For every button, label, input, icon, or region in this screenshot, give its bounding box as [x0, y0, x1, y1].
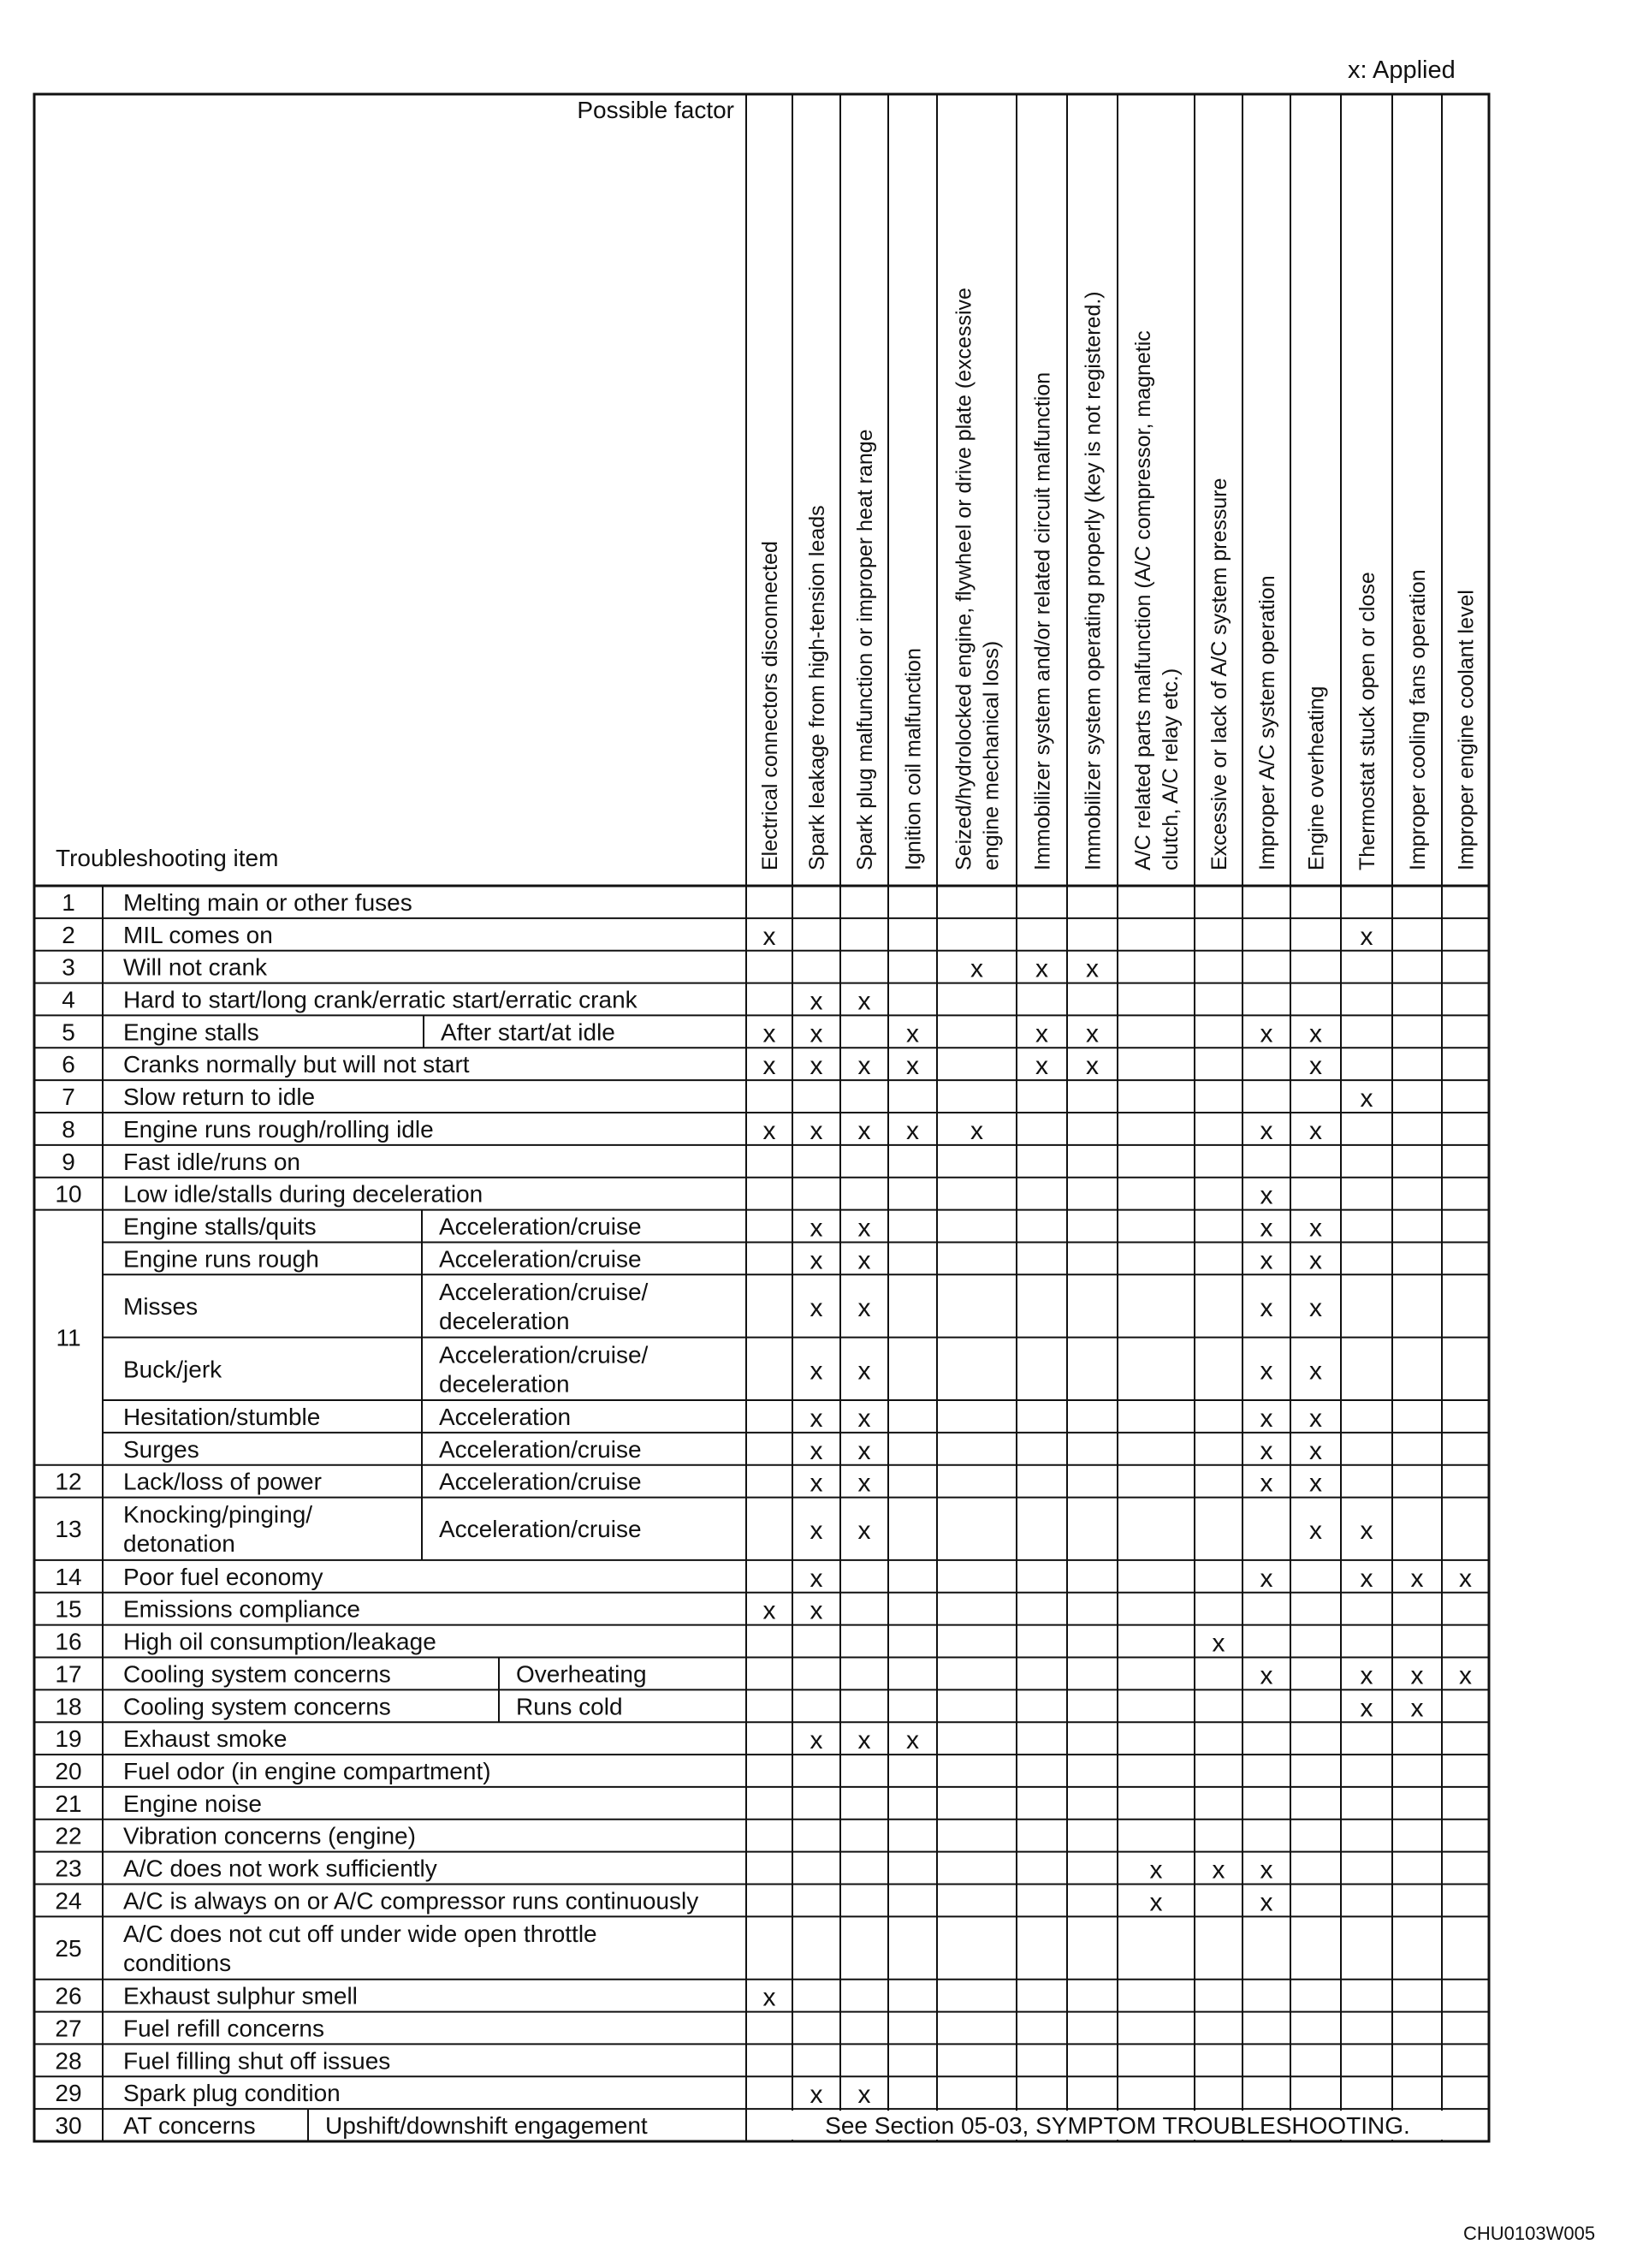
applied-mark: x	[857, 1116, 871, 1145]
factor-label: clutch, A/C relay etc.)	[1159, 668, 1183, 870]
header-troubleshooting-item: Troubleshooting item	[56, 845, 279, 871]
applied-mark: x	[906, 1019, 919, 1048]
factor-label: Improper engine coolant level	[1454, 590, 1479, 870]
troubleshooting-item: Hard to start/long crank/erratic start/erratic crank	[123, 986, 638, 1013]
condition-text: Acceleration/cruise	[439, 1468, 642, 1495]
factor-label: Immobilizer system and/or related circuit malfunction	[1030, 371, 1055, 870]
condition-text: deceleration	[439, 1370, 570, 1398]
row-number: 19	[55, 1725, 82, 1753]
troubleshooting-item: Fuel filling shut off issues	[123, 2047, 391, 2075]
condition-text: Upshift/downshift engagement	[325, 2112, 648, 2140]
applied-mark: x	[1260, 1404, 1273, 1433]
row-number: 25	[55, 1935, 82, 1962]
applied-mark: x	[810, 987, 823, 1016]
section-reference-note: See Section 05-03, SYMPTOM TROUBLESHOOTING.	[825, 2112, 1410, 2140]
applied-mark: x	[810, 1052, 823, 1081]
row-number: 2	[62, 921, 75, 948]
applied-mark: x	[857, 1246, 871, 1275]
condition-text: After start/at idle	[441, 1018, 615, 1046]
troubleshooting-item: Hesitation/stumble	[123, 1403, 321, 1430]
troubleshooting-item: Buck/jerk	[123, 1356, 222, 1383]
troubleshooting-item: Lack/loss of power	[123, 1468, 322, 1495]
troubleshooting-item: Will not crank	[123, 953, 268, 981]
applied-mark: x	[1309, 1404, 1322, 1433]
applied-mark: x	[1260, 1661, 1273, 1690]
row-number: 9	[62, 1148, 75, 1175]
row-number: 5	[62, 1018, 75, 1046]
applied-mark: x	[762, 1019, 776, 1048]
row-number: 20	[55, 1757, 82, 1784]
row-number: 10	[55, 1180, 82, 1208]
applied-mark: x	[810, 1436, 823, 1465]
applied-mark: x	[1309, 1052, 1322, 1081]
applied-mark: x	[1309, 1116, 1322, 1145]
troubleshooting-item: A/C does not work sufficiently	[123, 1855, 437, 1882]
row-number: 23	[55, 1855, 82, 1882]
condition-text: Runs cold	[516, 1693, 623, 1720]
troubleshooting-item: detonation	[123, 1530, 235, 1558]
applied-mark: x	[857, 1404, 871, 1433]
applied-mark: x	[1309, 1214, 1322, 1243]
applied-mark: x	[1212, 1855, 1225, 1885]
applied-mark: x	[762, 922, 776, 951]
applied-mark: x	[1149, 1888, 1163, 1917]
applied-mark: x	[1309, 1517, 1322, 1546]
applied-mark: x	[857, 1436, 871, 1465]
troubleshooting-item: Spark plug condition	[123, 2080, 341, 2107]
applied-mark: x	[810, 2081, 823, 2110]
applied-mark: x	[1459, 1564, 1472, 1593]
applied-mark: x	[1035, 954, 1048, 983]
row-number: 12	[55, 1468, 82, 1495]
row-number: 26	[55, 1982, 82, 2010]
applied-mark: x	[1260, 1181, 1273, 1210]
applied-mark: x	[857, 1293, 871, 1322]
condition-text: Acceleration/cruise/	[439, 1341, 649, 1369]
factor-label: Spark plug malfunction or improper heat range	[853, 429, 877, 870]
applied-mark: x	[1260, 1469, 1273, 1498]
condition-text: Acceleration/cruise	[439, 1245, 642, 1273]
row-number: 1	[62, 888, 75, 916]
applied-mark: x	[1212, 1629, 1225, 1658]
troubleshooting-item: Emissions compliance	[123, 1595, 360, 1623]
applied-mark: x	[1260, 1564, 1273, 1593]
factor-label: Thermostat stuck open or close	[1355, 572, 1379, 870]
factor-label: Improper cooling fans operation	[1406, 569, 1430, 870]
applied-mark: x	[762, 1116, 776, 1145]
applied-mark: x	[1035, 1019, 1048, 1048]
row-number: 21	[55, 1790, 82, 1817]
troubleshooting-item: A/C does not cut off under wide open throttle	[123, 1921, 597, 1948]
applied-mark: x	[1260, 1357, 1273, 1386]
row-number: 22	[55, 1822, 82, 1849]
applied-mark: x	[1260, 1246, 1273, 1275]
factor-label: Spark leakage from high-tension leads	[805, 505, 829, 870]
applied-mark: x	[1410, 1564, 1424, 1593]
applied-mark: x	[1360, 1661, 1373, 1690]
troubleshooting-item: Engine runs rough/rolling idle	[123, 1115, 434, 1143]
figure-id: CHU0103W005	[1463, 2223, 1596, 2244]
row-number: 8	[62, 1115, 75, 1143]
troubleshooting-item: Low idle/stalls during deceleration	[123, 1180, 483, 1208]
troubleshooting-item: Engine runs rough	[123, 1245, 319, 1273]
applied-mark: x	[762, 1983, 776, 2012]
applied-mark: x	[810, 1404, 823, 1433]
condition-text: Acceleration/cruise	[439, 1435, 642, 1463]
applied-mark: x	[906, 1726, 919, 1755]
applied-mark: x	[1149, 1855, 1163, 1885]
troubleshooting-item: Exhaust smoke	[123, 1725, 288, 1753]
applied-mark: x	[1086, 1052, 1099, 1081]
applied-mark: x	[857, 987, 871, 1016]
applied-mark: x	[1360, 1694, 1373, 1723]
factor-label: A/C related parts malfunction (A/C compressor, magnetic	[1131, 330, 1155, 870]
header-possible-factor: Possible factor	[577, 97, 734, 123]
factor-label: engine mechanical loss)	[979, 640, 1004, 870]
row-number: 27	[55, 2015, 82, 2042]
applied-mark: x	[1360, 1084, 1373, 1113]
row-number: 6	[62, 1051, 75, 1078]
troubleshooting-item: Fast idle/runs on	[123, 1148, 300, 1175]
troubleshooting-item: Fuel refill concerns	[123, 2015, 324, 2042]
condition-text: Acceleration	[439, 1403, 572, 1430]
row-number: 13	[55, 1516, 82, 1543]
applied-mark: x	[1459, 1661, 1472, 1690]
troubleshooting-item: Vibration concerns (engine)	[123, 1822, 416, 1849]
troubleshooting-item: Surges	[123, 1435, 199, 1463]
applied-mark: x	[1260, 1293, 1273, 1322]
factor-label: Engine overheating	[1304, 686, 1329, 870]
applied-mark: x	[1360, 922, 1373, 951]
applied-mark: x	[857, 1517, 871, 1546]
troubleshooting-item: AT concerns	[123, 2112, 256, 2140]
applied-mark: x	[1309, 1293, 1322, 1322]
condition-text: Overheating	[516, 1660, 647, 1688]
applied-mark: x	[1260, 1888, 1273, 1917]
row-number: 17	[55, 1660, 82, 1688]
applied-mark: x	[1260, 1436, 1273, 1465]
applied-mark: x	[857, 1214, 871, 1243]
troubleshooting-item: Engine stalls	[123, 1018, 259, 1046]
condition-text: Acceleration/cruise/	[439, 1278, 649, 1305]
applied-mark: x	[1360, 1517, 1373, 1546]
row-number: 11	[56, 1324, 81, 1351]
row-number: 3	[62, 953, 75, 981]
condition-text: Acceleration/cruise	[439, 1213, 642, 1240]
applied-mark: x	[1309, 1357, 1322, 1386]
applied-mark: x	[1086, 954, 1099, 983]
applied-mark: x	[810, 1246, 823, 1275]
applied-mark: x	[810, 1116, 823, 1145]
applied-mark: x	[970, 1116, 983, 1145]
troubleshooting-item: Engine stalls/quits	[123, 1213, 317, 1240]
applied-mark: x	[1309, 1019, 1322, 1048]
applied-mark: x	[810, 1596, 823, 1625]
applied-mark: x	[1260, 1855, 1273, 1885]
condition-text: deceleration	[439, 1307, 570, 1334]
troubleshooting-item: A/C is always on or A/C compressor runs continuously	[123, 1887, 699, 1915]
troubleshooting-item: Knocking/pinging/	[123, 1501, 313, 1529]
row-number: 29	[55, 2080, 82, 2107]
applied-mark: x	[810, 1357, 823, 1386]
applied-mark: x	[1260, 1116, 1273, 1145]
applied-mark: x	[810, 1517, 823, 1546]
troubleshooting-item: Fuel odor (in engine compartment)	[123, 1757, 491, 1784]
applied-mark: x	[810, 1214, 823, 1243]
applied-mark: x	[810, 1293, 823, 1322]
troubleshooting-item: conditions	[123, 1950, 232, 1977]
factor-label: Ignition coil malfunction	[901, 648, 926, 870]
factor-label: Seized/hydrolocked engine, flywheel or drive plate (excessive	[952, 288, 976, 870]
troubleshooting-item: Poor fuel economy	[123, 1563, 323, 1590]
applied-mark: x	[810, 1469, 823, 1498]
applied-mark: x	[1309, 1436, 1322, 1465]
factor-label: Excessive or lack of A/C system pressure	[1207, 478, 1231, 870]
applied-mark: x	[1309, 1246, 1322, 1275]
troubleshooting-item: Misses	[123, 1292, 199, 1320]
applied-mark: x	[857, 1469, 871, 1498]
row-number: 7	[62, 1084, 75, 1111]
row-number: 15	[55, 1595, 82, 1623]
troubleshooting-item: Melting main or other fuses	[123, 888, 412, 916]
row-number: 14	[55, 1563, 82, 1590]
applied-mark: x	[1260, 1019, 1273, 1048]
factor-label: Immobilizer system operating properly (key is not registered.)	[1081, 291, 1106, 870]
applied-mark: x	[762, 1596, 776, 1625]
applied-mark: x	[906, 1116, 919, 1145]
factor-label: Electrical connectors disconnected	[758, 541, 782, 870]
applied-mark: x	[1260, 1214, 1273, 1243]
applied-mark: x	[810, 1564, 823, 1593]
applied-mark: x	[810, 1019, 823, 1048]
factor-label: Improper A/C system operation	[1255, 575, 1279, 870]
applied-mark: x	[1410, 1661, 1424, 1690]
applied-mark: x	[857, 1726, 871, 1755]
condition-text: Acceleration/cruise	[439, 1516, 642, 1543]
troubleshooting-item: Cranks normally but will not start	[123, 1051, 470, 1078]
applied-mark: x	[857, 1052, 871, 1081]
troubleshooting-item: MIL comes on	[123, 921, 273, 948]
row-number: 18	[55, 1693, 82, 1720]
troubleshooting-item: Cooling system concerns	[123, 1693, 391, 1720]
row-number: 28	[55, 2047, 82, 2075]
applied-mark: x	[1360, 1564, 1373, 1593]
applied-mark: x	[857, 2081, 871, 2110]
applied-mark: x	[1410, 1694, 1424, 1723]
row-number: 30	[55, 2112, 82, 2140]
applied-mark: x	[1309, 1469, 1322, 1498]
applied-mark: x	[906, 1052, 919, 1081]
troubleshooting-item: Exhaust sulphur smell	[123, 1982, 358, 2010]
applied-mark: x	[762, 1052, 776, 1081]
troubleshooting-item: Engine noise	[123, 1790, 262, 1817]
legend-applied: x: Applied	[1348, 56, 1456, 84]
applied-mark: x	[970, 954, 983, 983]
row-number: 24	[55, 1887, 82, 1915]
troubleshooting-item: Slow return to idle	[123, 1084, 316, 1111]
troubleshooting-item: High oil consumption/leakage	[123, 1628, 436, 1655]
applied-mark: x	[857, 1357, 871, 1386]
row-number: 16	[55, 1628, 82, 1655]
applied-mark: x	[810, 1726, 823, 1755]
troubleshooting-item: Cooling system concerns	[123, 1660, 391, 1688]
applied-mark: x	[1035, 1052, 1048, 1081]
row-number: 4	[62, 986, 75, 1013]
applied-mark: x	[1086, 1019, 1099, 1048]
